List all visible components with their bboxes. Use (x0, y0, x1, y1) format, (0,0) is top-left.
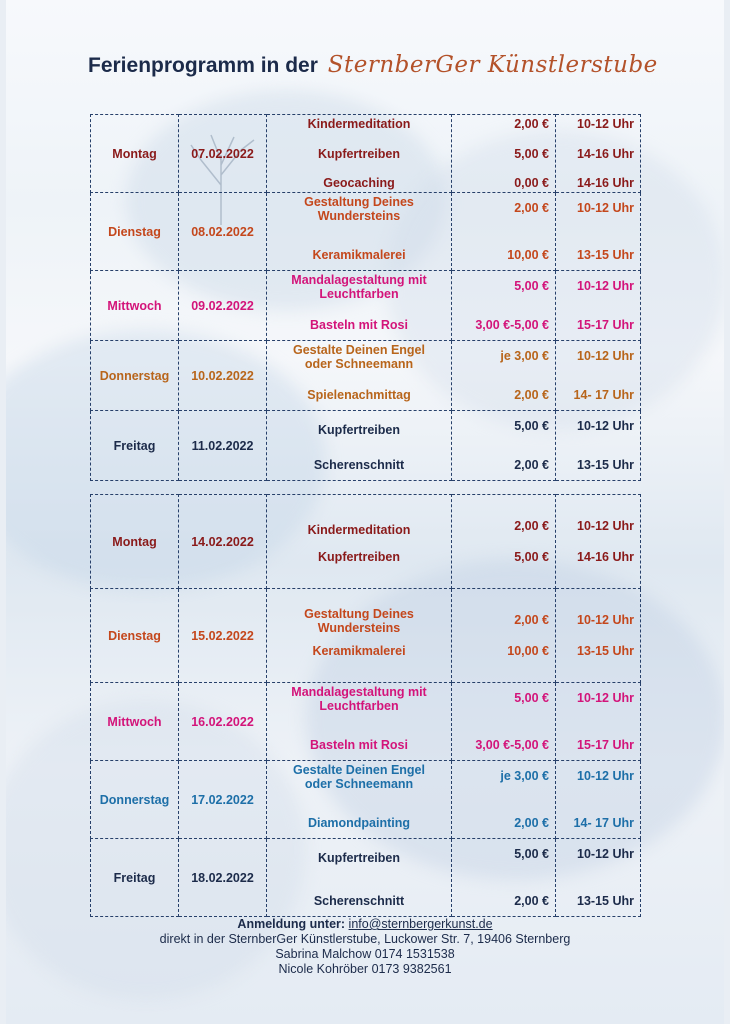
price-cell (452, 683, 556, 761)
time-cell (556, 683, 641, 761)
activity-name: Gestalte Deinen Engel oder Schneemann (293, 343, 425, 371)
date: 08.02.2022 (191, 224, 254, 239)
activity-name: Geocaching (323, 176, 395, 190)
price-cell (452, 115, 556, 193)
activity-time: 10-12 Uhr (577, 691, 634, 705)
day-row (91, 495, 641, 589)
day-cell (91, 193, 179, 271)
activity-time: 10-12 Uhr (577, 769, 634, 783)
activity-price: 5,00 € (514, 146, 549, 161)
activity-name: Mandalagestaltung mit Leuchtfarben (291, 685, 427, 713)
day-row (91, 411, 641, 481)
activity-cell (267, 495, 452, 589)
day-cell (91, 761, 179, 839)
price-cell (452, 271, 556, 341)
day-cell (91, 341, 179, 411)
activity-price: je 3,00 € (500, 349, 549, 363)
day-row (91, 683, 641, 761)
date-cell (179, 411, 267, 481)
day-row (91, 115, 641, 193)
activity-price: 2,00 € (514, 458, 549, 472)
brand-name: SternberGer Künstlerstube (327, 52, 658, 78)
activity-time: 14- 17 Uhr (573, 816, 634, 830)
activity-name: Gestaltung Deines Wundersteins (304, 607, 414, 635)
day-cell (91, 495, 179, 589)
activity-name: Kupfertreiben (318, 851, 400, 865)
address-text: direkt in der SternberGer Künstlerstube, Luckower Str. 7, 19406 Sternberg (159, 932, 571, 946)
time-cell (556, 341, 641, 411)
date: 17.02.2022 (191, 792, 254, 807)
day-name: Montag (112, 146, 157, 161)
activity-time: 14-16 Uhr (577, 176, 634, 190)
activity-price: 3,00 €-5,00 € (475, 738, 549, 752)
activity-name: Keramikmalerei (312, 644, 406, 658)
activity-cell (267, 589, 452, 683)
activity-cell (267, 341, 452, 411)
activity-price: 10,00 € (507, 644, 549, 658)
activity-time: 10-12 Uhr (577, 279, 634, 293)
activity-cell (267, 761, 452, 839)
price-cell (452, 193, 556, 271)
day-cell (91, 839, 179, 917)
activity-price: 5,00 € (514, 847, 549, 861)
contact-2: Nicole Kohröber 0173 9382561 (278, 962, 452, 976)
time-cell (556, 271, 641, 341)
day-name: Mittwoch (107, 714, 162, 729)
day-row (91, 271, 641, 341)
activity-name: Kupfertreiben (318, 423, 400, 437)
date: 07.02.2022 (191, 146, 254, 161)
day-row (91, 589, 641, 683)
day-name: Mittwoch (107, 298, 162, 313)
price-cell (452, 761, 556, 839)
activity-name: Spielenachmittag (307, 388, 411, 402)
activity-price: 2,00 € (514, 117, 549, 131)
day-name: Donnerstag (99, 792, 170, 807)
date-cell (179, 761, 267, 839)
date-cell (179, 495, 267, 589)
day-row (91, 193, 641, 271)
activity-time: 13-15 Uhr (577, 458, 634, 472)
activity-price: 5,00 € (514, 419, 549, 433)
activity-price: 3,00 €-5,00 € (475, 318, 549, 332)
day-cell (91, 683, 179, 761)
activity-time: 15-17 Uhr (577, 738, 634, 752)
activity-price: 5,00 € (514, 691, 549, 705)
day-name: Montag (112, 534, 157, 549)
activity-time: 10-12 Uhr (577, 201, 634, 215)
time-cell (556, 589, 641, 683)
email-link[interactable]: info@sternbergerkunst.de (348, 917, 493, 931)
activity-name: Kupfertreiben (318, 550, 400, 564)
date: 14.02.2022 (191, 534, 254, 549)
price-cell (452, 411, 556, 481)
time-cell (556, 411, 641, 481)
activity-time: 14-16 Uhr (577, 550, 634, 564)
date-cell (179, 341, 267, 411)
day-cell (91, 115, 179, 193)
price-cell (452, 589, 556, 683)
activity-name: Kindermeditation (307, 117, 411, 131)
day-name: Freitag (113, 438, 156, 453)
date-cell (179, 839, 267, 917)
date-cell (179, 193, 267, 271)
activity-price: 2,00 € (514, 613, 549, 627)
activity-time: 14-16 Uhr (577, 146, 634, 161)
activity-price: 2,00 € (514, 388, 549, 402)
day-row (91, 341, 641, 411)
time-cell (556, 193, 641, 271)
schedule-week-1 (90, 114, 641, 481)
day-cell (91, 589, 179, 683)
activity-name: Kindermeditation (307, 523, 411, 537)
time-cell (556, 761, 641, 839)
activity-name: Basteln mit Rosi (310, 738, 408, 752)
day-name: Donnerstag (99, 368, 170, 383)
contact-1: Sabrina Malchow 0174 1531538 (275, 947, 455, 961)
date-cell (179, 589, 267, 683)
activity-cell (267, 193, 452, 271)
activity-time: 13-15 Uhr (577, 248, 634, 262)
day-row (91, 761, 641, 839)
activity-time: 10-12 Uhr (577, 419, 634, 433)
activity-time: 13-15 Uhr (577, 894, 634, 908)
registration-label: Anmeldung unter: (237, 917, 346, 931)
day-row (91, 839, 641, 917)
activity-price: 2,00 € (514, 894, 549, 908)
activity-cell (267, 271, 452, 341)
activity-name: Basteln mit Rosi (310, 318, 408, 332)
activity-name: Gestaltung Deines Wundersteins (304, 195, 414, 223)
footer (0, 917, 730, 977)
activity-name: Diamondpainting (307, 816, 411, 830)
page-title (88, 52, 658, 78)
activity-name: Mandalagestaltung mit Leuchtfarben (291, 273, 427, 301)
activity-time: 10-12 Uhr (577, 349, 634, 363)
date: 18.02.2022 (191, 870, 254, 885)
date-cell (179, 683, 267, 761)
activity-time: 13-15 Uhr (577, 644, 634, 658)
activity-cell (267, 115, 452, 193)
title-text: Ferienprogramm in der (88, 54, 318, 77)
schedule-week-2 (90, 494, 641, 917)
activity-cell (267, 683, 452, 761)
activity-name: Scherenschnitt (313, 458, 405, 472)
activity-price: 5,00 € (514, 279, 549, 293)
activity-price: 5,00 € (514, 550, 549, 564)
time-cell (556, 115, 641, 193)
activity-name: Keramikmalerei (312, 248, 406, 262)
date-cell (179, 115, 267, 193)
date-cell (179, 271, 267, 341)
activity-price: 10,00 € (507, 248, 549, 262)
activity-time: 15-17 Uhr (577, 318, 634, 332)
time-cell (556, 839, 641, 917)
activity-time: 14- 17 Uhr (573, 388, 634, 402)
day-name: Freitag (113, 870, 156, 885)
activity-time: 10-12 Uhr (577, 613, 634, 627)
activity-time: 10-12 Uhr (577, 847, 634, 861)
activity-name: Gestalte Deinen Engel oder Schneemann (293, 763, 425, 791)
price-cell (452, 839, 556, 917)
activity-price: 0,00 € (514, 176, 549, 190)
activity-price: 2,00 € (514, 519, 549, 533)
activity-time: 10-12 Uhr (577, 519, 634, 533)
activity-name: Kupfertreiben (318, 146, 400, 161)
day-name: Dienstag (108, 224, 161, 239)
time-cell (556, 495, 641, 589)
price-cell (452, 341, 556, 411)
activity-cell (267, 839, 452, 917)
date: 16.02.2022 (191, 714, 254, 729)
activity-price: 2,00 € (514, 201, 549, 215)
date: 10.02.2022 (191, 368, 254, 383)
activity-price: je 3,00 € (500, 769, 549, 783)
day-cell (91, 411, 179, 481)
date: 09.02.2022 (191, 298, 254, 313)
price-cell (452, 495, 556, 589)
activity-time: 10-12 Uhr (577, 117, 634, 131)
activity-cell (267, 411, 452, 481)
activity-price: 2,00 € (514, 816, 549, 830)
day-name: Dienstag (108, 628, 161, 643)
date: 11.02.2022 (191, 438, 254, 453)
activity-name: Scherenschnitt (313, 894, 405, 908)
day-cell (91, 271, 179, 341)
date: 15.02.2022 (191, 628, 254, 643)
